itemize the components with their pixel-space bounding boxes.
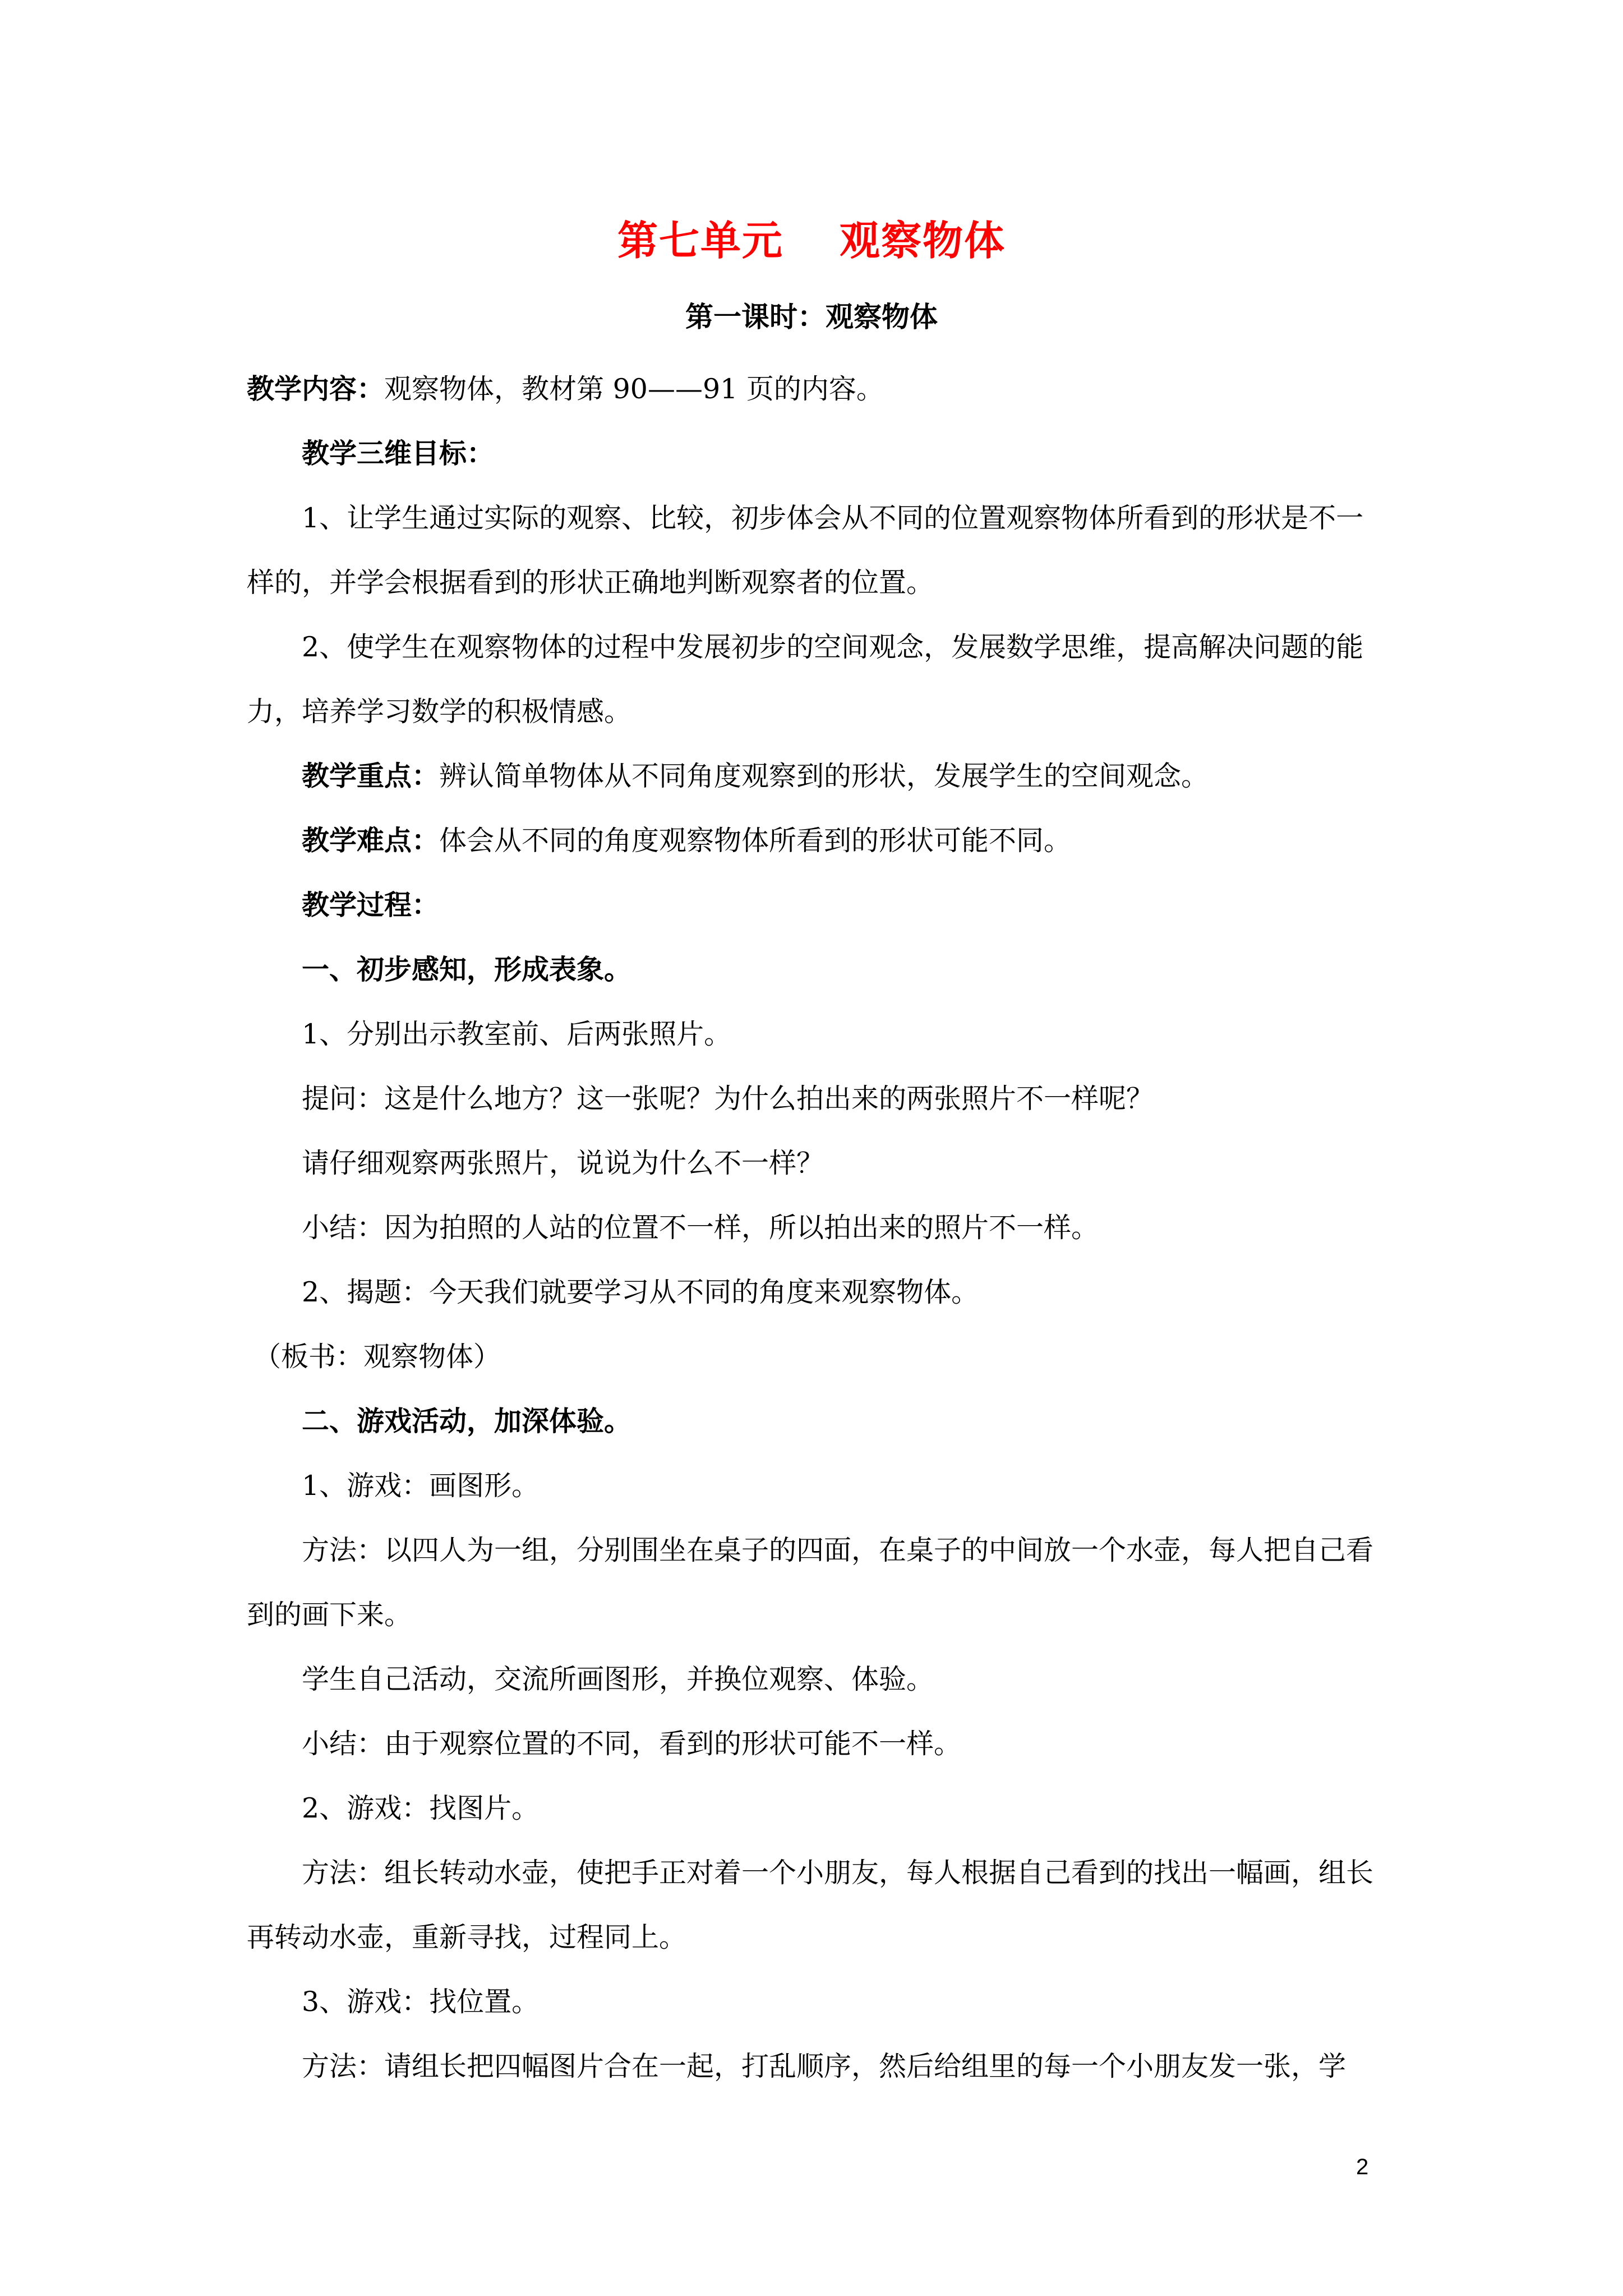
game-2-method: 方法：组长转动水壶，使把手正对着一个小朋友，每人根据自己看到的找出一幅画，组长再转动水壶，重新寻找，过程同上。: [247, 1857, 1374, 1953]
key-point: [247, 744, 1382, 808]
game-3-method: 方法：请组长把四幅图片合在一起，打乱顺序，然后给组里的每一个小朋友发一张，学: [302, 2050, 1347, 2082]
section-1-step-1: 1、分别出示教室前、后两张照片。: [302, 1018, 732, 1050]
section-1-step-2: 2、揭题：今天我们就要学习从不同的角度来观察物体。: [302, 1276, 979, 1308]
unit-name: 观察物体: [840, 217, 1006, 264]
game-3-title: 3、游戏：找位置。: [302, 1986, 540, 2018]
difficulty: [247, 808, 1382, 873]
game-1-summary: 小结：由于观察位置的不同，看到的形状可能不一样。: [302, 1728, 962, 1760]
game-1-activity: 学生自己活动，交流所画图形，并换位观察、体验。: [302, 1663, 934, 1695]
section-1-question-2: 请仔细观察两张照片，说说为什么不一样？: [302, 1147, 824, 1179]
teaching-content-label: 教学内容：: [247, 372, 385, 405]
teaching-content: [247, 357, 1382, 421]
game-2-title: 2、游戏：找图片。: [302, 1792, 540, 1824]
document-body: [247, 357, 1382, 2099]
process-heading: 教学过程：: [302, 889, 440, 921]
goals-heading: 教学三维目标：: [302, 437, 495, 470]
goal-2: 2、使学生在观察物体的过程中发展初步的空间观念，发展数学思维，提高解决问题的能力，培养学习数学的积极情感。: [247, 631, 1364, 728]
section-2-heading: 二、游戏活动，加深体验。: [302, 1405, 632, 1437]
board-note: （板书：观察物体）: [253, 1341, 501, 1373]
game-1-method: 方法：以四人为一组，分别围坐在桌子的四面，在桌子的中间放一个水壶，每人把自己看到的画下来。: [247, 1534, 1374, 1631]
goal-1: 1、让学生通过实际的观察、比较，初步体会从不同的位置观察物体所看到的形状是不一样的，并学会根据看到的形状正确地判断观察者的位置。: [247, 502, 1364, 599]
difficulty-text: 体会从不同的角度观察物体所看到的形状可能不同。: [439, 825, 1072, 857]
key-point-label: 教学重点：: [302, 760, 440, 792]
page-number: 2: [1356, 2155, 1369, 2179]
section-1-summary: 小结：因为拍照的人站的位置不一样，所以拍出来的照片不一样。: [302, 1212, 1099, 1244]
lesson-subtitle: 第一课时：观察物体: [685, 300, 938, 333]
difficulty-label: 教学难点：: [302, 824, 440, 857]
unit-number: 第七单元: [617, 217, 783, 264]
unit-title: [0, 210, 1623, 272]
key-point-text: 辨认简单物体从不同角度观察到的形状，发展学生的空间观念。: [439, 760, 1209, 792]
teaching-content-text: 观察物体，教材第 90——91 页的内容。: [384, 373, 884, 405]
game-1-title: 1、游戏：画图形。: [302, 1470, 540, 1502]
section-1-heading: 一、初步感知，形成表象。: [302, 953, 632, 986]
section-1-question-1: 提问：这是什么地方？这一张呢？为什么拍出来的两张照片不一样呢？: [302, 1083, 1154, 1115]
